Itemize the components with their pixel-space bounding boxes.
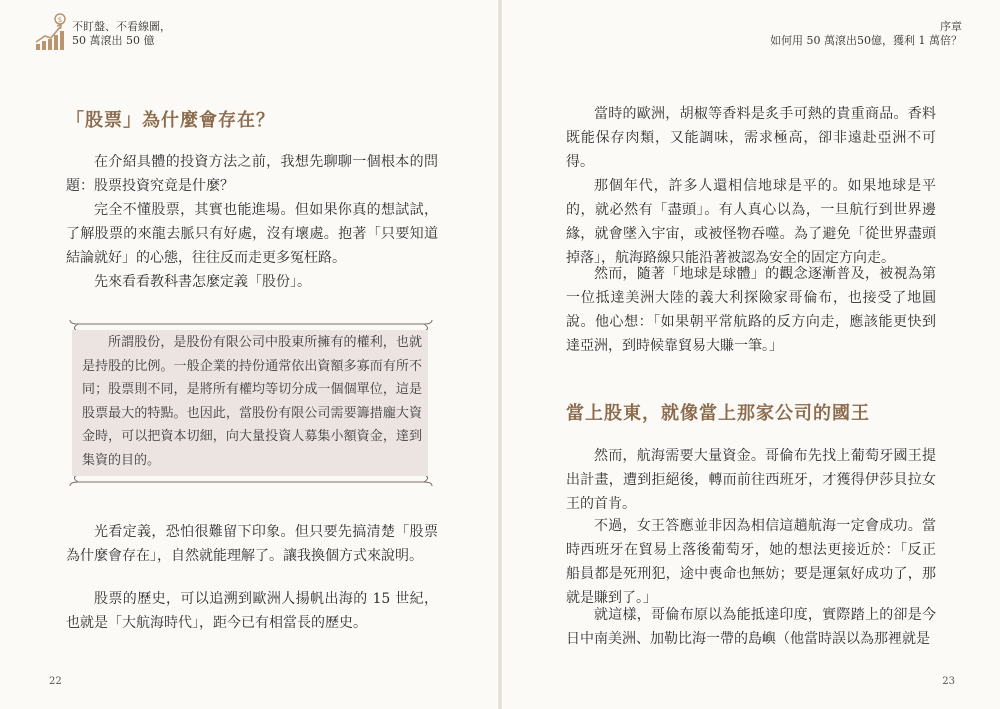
right-page: [500, 0, 1000, 709]
paragraph: 先來看看教科書怎麼定義「股份」。: [94, 274, 311, 290]
section-title: 「股票」為什麼會存在？: [66, 110, 275, 131]
paragraph: 光看定義，恐怕很難留下印象。但只要先搞清楚「股票為什麼會存在」，自然就能理解了。讓我換個方式來說明。: [66, 524, 438, 564]
chapter-label: 序章: [940, 20, 962, 33]
paragraph: 然而，隨著「地球是球體」的觀念逐漸普及，被視為第一位抵達美洲大陸的義大利探險家哥倫布，也接受了地圓說。他心想：「如果朝平常航路的反方向走，應該能更快到達亞洲，到時候靠貿易大賺一筆。」: [566, 266, 936, 354]
paragraph: 股票的歷史，可以追溯到歐洲人揚帆出海的 15 世紀，也就是「大航海時代」，距今已有相當長的歷史。: [66, 591, 438, 631]
chapter-title: 如何用 50 萬滾出50億，獲利 1 萬倍？: [770, 34, 962, 47]
quote-text: 所謂股份，是股份有限公司中股東所擁有的權利，也就是持股的比例。一般企業的持份通常依出資額多寡而有所不同；股票則不同，是將所有權均等切分成一個個單位，這是股票最大的特點。也因此，當股份有限公司需要籌措龐大資金時，可以把資本切細，向大量投資人募集小額資金，達到集資的目的。: [82, 335, 422, 468]
growth-chart-icon: [33, 12, 67, 52]
section-title: 當上股東，就像當上那家公司的國王: [566, 403, 870, 424]
paragraph: 不過，女王答應並非因為相信這趟航海一定會成功。當時西班牙在貿易上落後葡萄牙，她的想法更接近於：「反正船員都是死刑犯，途中喪命也無妨；要是運氣好成功了，那就是賺到了。」: [566, 518, 936, 606]
paragraph: 然而，航海需要大量資金。哥倫布先找上葡萄牙國王提出計畫，遭到拒絕後，轉而前往西班牙，才獲得伊莎貝拉女王的首肯。: [566, 448, 936, 512]
paragraph: 就這樣，哥倫布原以為能抵達印度，實際踏上的卻是今日中南美洲、加勒比海一帶的島嶼（他當時誤以為那裡就是: [566, 607, 936, 647]
page-number: 23: [942, 676, 955, 687]
paragraph: 當時的歐洲，胡椒等香料是炙手可熱的貴重商品。香料既能保存肉類，又能調味，需求極高，卻非遠赴亞洲不可得。: [566, 106, 936, 170]
svg-text:$: $: [57, 16, 63, 24]
book-title: [72, 20, 171, 48]
book-title-line: 不盯盤、不看線圖，: [72, 20, 171, 33]
paragraph: 在介紹具體的投資方法之前，我想先聊聊一個根本的問題：股票投資究竟是什麼？: [66, 154, 438, 194]
paragraph: 那個年代，許多人還相信地球是平的。如果地球是平的，就必然有「盡頭」。有人真心以為，一旦航行到世界邊緣，就會墜入宇宙，或被怪物吞噬。為了避免「從世界盡頭掉落」，航海路線只能沿著被認為安全的固定方向走。: [566, 178, 936, 266]
book-title-line: 50 萬滾出 50 億: [72, 34, 155, 47]
paragraph: 完全不懂股票，其實也能進場。但如果你真的想試試，了解股票的來龍去脈只有好處，沒有壞處。抱著「只要知道結論就好」的心態，往往反而走更多冤枉路。: [66, 202, 438, 266]
chapter-header: [770, 20, 962, 48]
page-number: 22: [49, 676, 62, 687]
